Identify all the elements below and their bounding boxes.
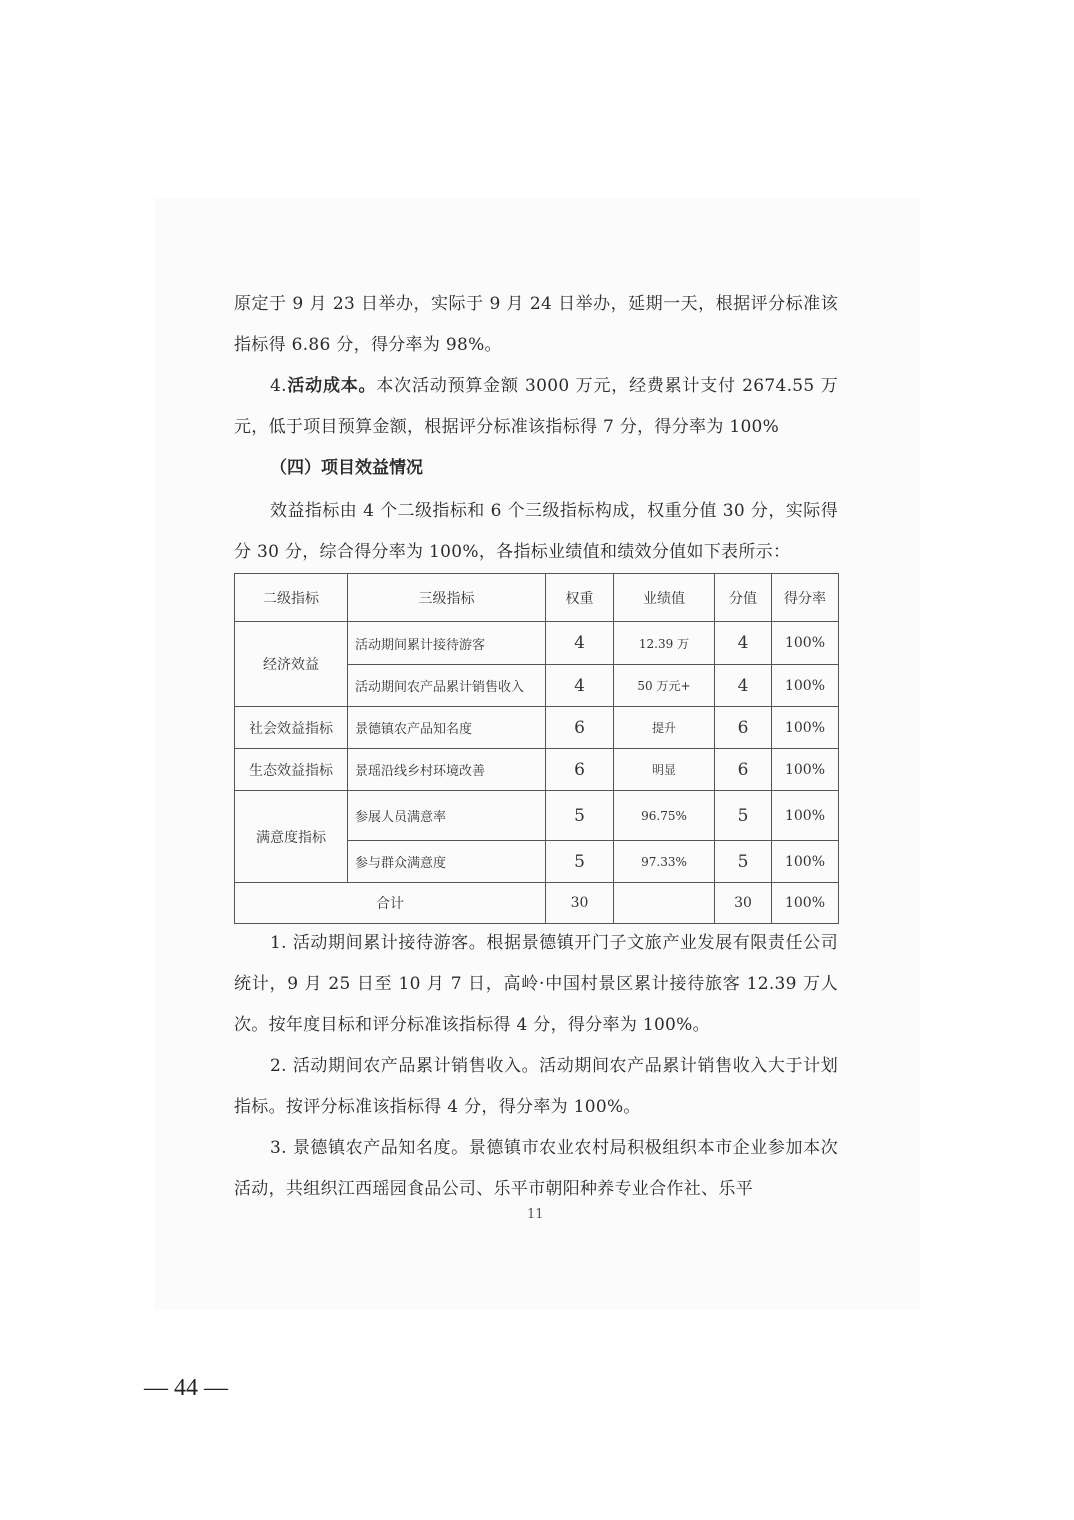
- table-total-row: [235, 883, 839, 924]
- score-cell: 5: [715, 841, 772, 883]
- paragraph-awareness: 3. 景德镇农产品知名度。景德镇市农业农村局积极组织本市企业参加本次活动，共组织江西瑶园食品公司、乐平市朝阳种养专业合作社、乐平: [234, 1138, 838, 1199]
- metric-cell: 参与群众满意度: [348, 841, 546, 883]
- header-cell: 业绩值: [614, 574, 715, 622]
- section-heading: （四）项目效益情况: [270, 458, 423, 478]
- value-cell: 明显: [614, 749, 715, 791]
- value-cell: 50 万元+: [614, 665, 715, 707]
- benefit-metrics-table: [234, 573, 839, 924]
- value-cell: 96.75%: [614, 791, 715, 841]
- header-cell: 二级指标: [235, 574, 348, 622]
- item-body: 本次活动预算金额 3000 万元，经费累计支付 2674.55 万元，低于项目预算金额，根据评分标准该指标得 7 分，得分率为 100%: [234, 376, 839, 437]
- total-value-cell: [614, 883, 715, 924]
- table-row: [235, 707, 839, 749]
- score-cell: 4: [715, 665, 772, 707]
- rate-cell: 100%: [772, 665, 839, 707]
- weight-cell: 5: [546, 791, 614, 841]
- table-row: [235, 622, 839, 665]
- header-cell: 三级指标: [348, 574, 546, 622]
- rate-cell: 100%: [772, 841, 839, 883]
- score-cell: 6: [715, 749, 772, 791]
- rate-cell: 100%: [772, 749, 839, 791]
- header-cell: 权重: [546, 574, 614, 622]
- paragraph-benefit-summary: 效益指标由 4 个二级指标和 6 个三级指标构成，权重分值 30 分，实际得分 30 分，综合得分率为 100%，各指标业绩值和绩效分值如下表所示：: [234, 501, 838, 562]
- header-cell: 得分率: [772, 574, 839, 622]
- table-row: [235, 749, 839, 791]
- metric-cell: 景瑶沿线乡村环境改善: [348, 749, 546, 791]
- value-cell: 97.33%: [614, 841, 715, 883]
- total-score-cell: 30: [715, 883, 772, 924]
- value-cell: 12.39 万: [614, 622, 715, 665]
- header-cell: 分值: [715, 574, 772, 622]
- total-rate-cell: 100%: [772, 883, 839, 924]
- inner-page-number: 11: [527, 1207, 544, 1222]
- rate-cell: 100%: [772, 622, 839, 665]
- group-cell: 经济效益: [235, 622, 348, 707]
- footer-page-number: — 44 —: [144, 1375, 228, 1401]
- table-header-row: [235, 574, 839, 622]
- group-cell: 社会效益指标: [235, 707, 348, 749]
- item-number: 4.: [270, 376, 287, 396]
- paragraph-activity-cost: [234, 366, 838, 448]
- rate-cell: 100%: [772, 791, 839, 841]
- rate-cell: 100%: [772, 707, 839, 749]
- group-cell: 满意度指标: [235, 791, 348, 883]
- paragraph-visitors: 1. 活动期间累计接待游客。根据景德镇开门子文旅产业发展有限责任公司统计，9 月 25 日至 10 月 7 日，高岭·中国村景区累计接待旅客 12.39 万人次。按年度目标和评分标准该指标得 4 分，得分率为 100%。: [234, 933, 838, 1035]
- metric-cell: 景德镇农产品知名度: [348, 707, 546, 749]
- score-cell: 6: [715, 707, 772, 749]
- paragraph-date-delay: 原定于 9 月 23 日举办，实际于 9 月 24 日举办，延期一天，根据评分标准该指标得 6.86 分，得分率为 98%。: [234, 294, 838, 355]
- metric-cell: 活动期间累计接待游客: [348, 622, 546, 665]
- weight-cell: 4: [546, 622, 614, 665]
- weight-cell: 6: [546, 749, 614, 791]
- metric-cell: 活动期间农产品累计销售收入: [348, 665, 546, 707]
- total-weight-cell: 30: [546, 883, 614, 924]
- weight-cell: 5: [546, 841, 614, 883]
- paragraph-sales: 2. 活动期间农产品累计销售收入。活动期间农产品累计销售收入大于计划指标。按评分标准该指标得 4 分，得分率为 100%。: [234, 1056, 838, 1117]
- weight-cell: 4: [546, 665, 614, 707]
- score-cell: 5: [715, 791, 772, 841]
- score-cell: 4: [715, 622, 772, 665]
- group-cell: 生态效益指标: [235, 749, 348, 791]
- value-cell: 提升: [614, 707, 715, 749]
- metric-cell: 参展人员满意率: [348, 791, 546, 841]
- weight-cell: 6: [546, 707, 614, 749]
- total-label-cell: 合计: [235, 883, 546, 924]
- item-title: 活动成本。: [286, 376, 377, 396]
- table-row: [235, 791, 839, 841]
